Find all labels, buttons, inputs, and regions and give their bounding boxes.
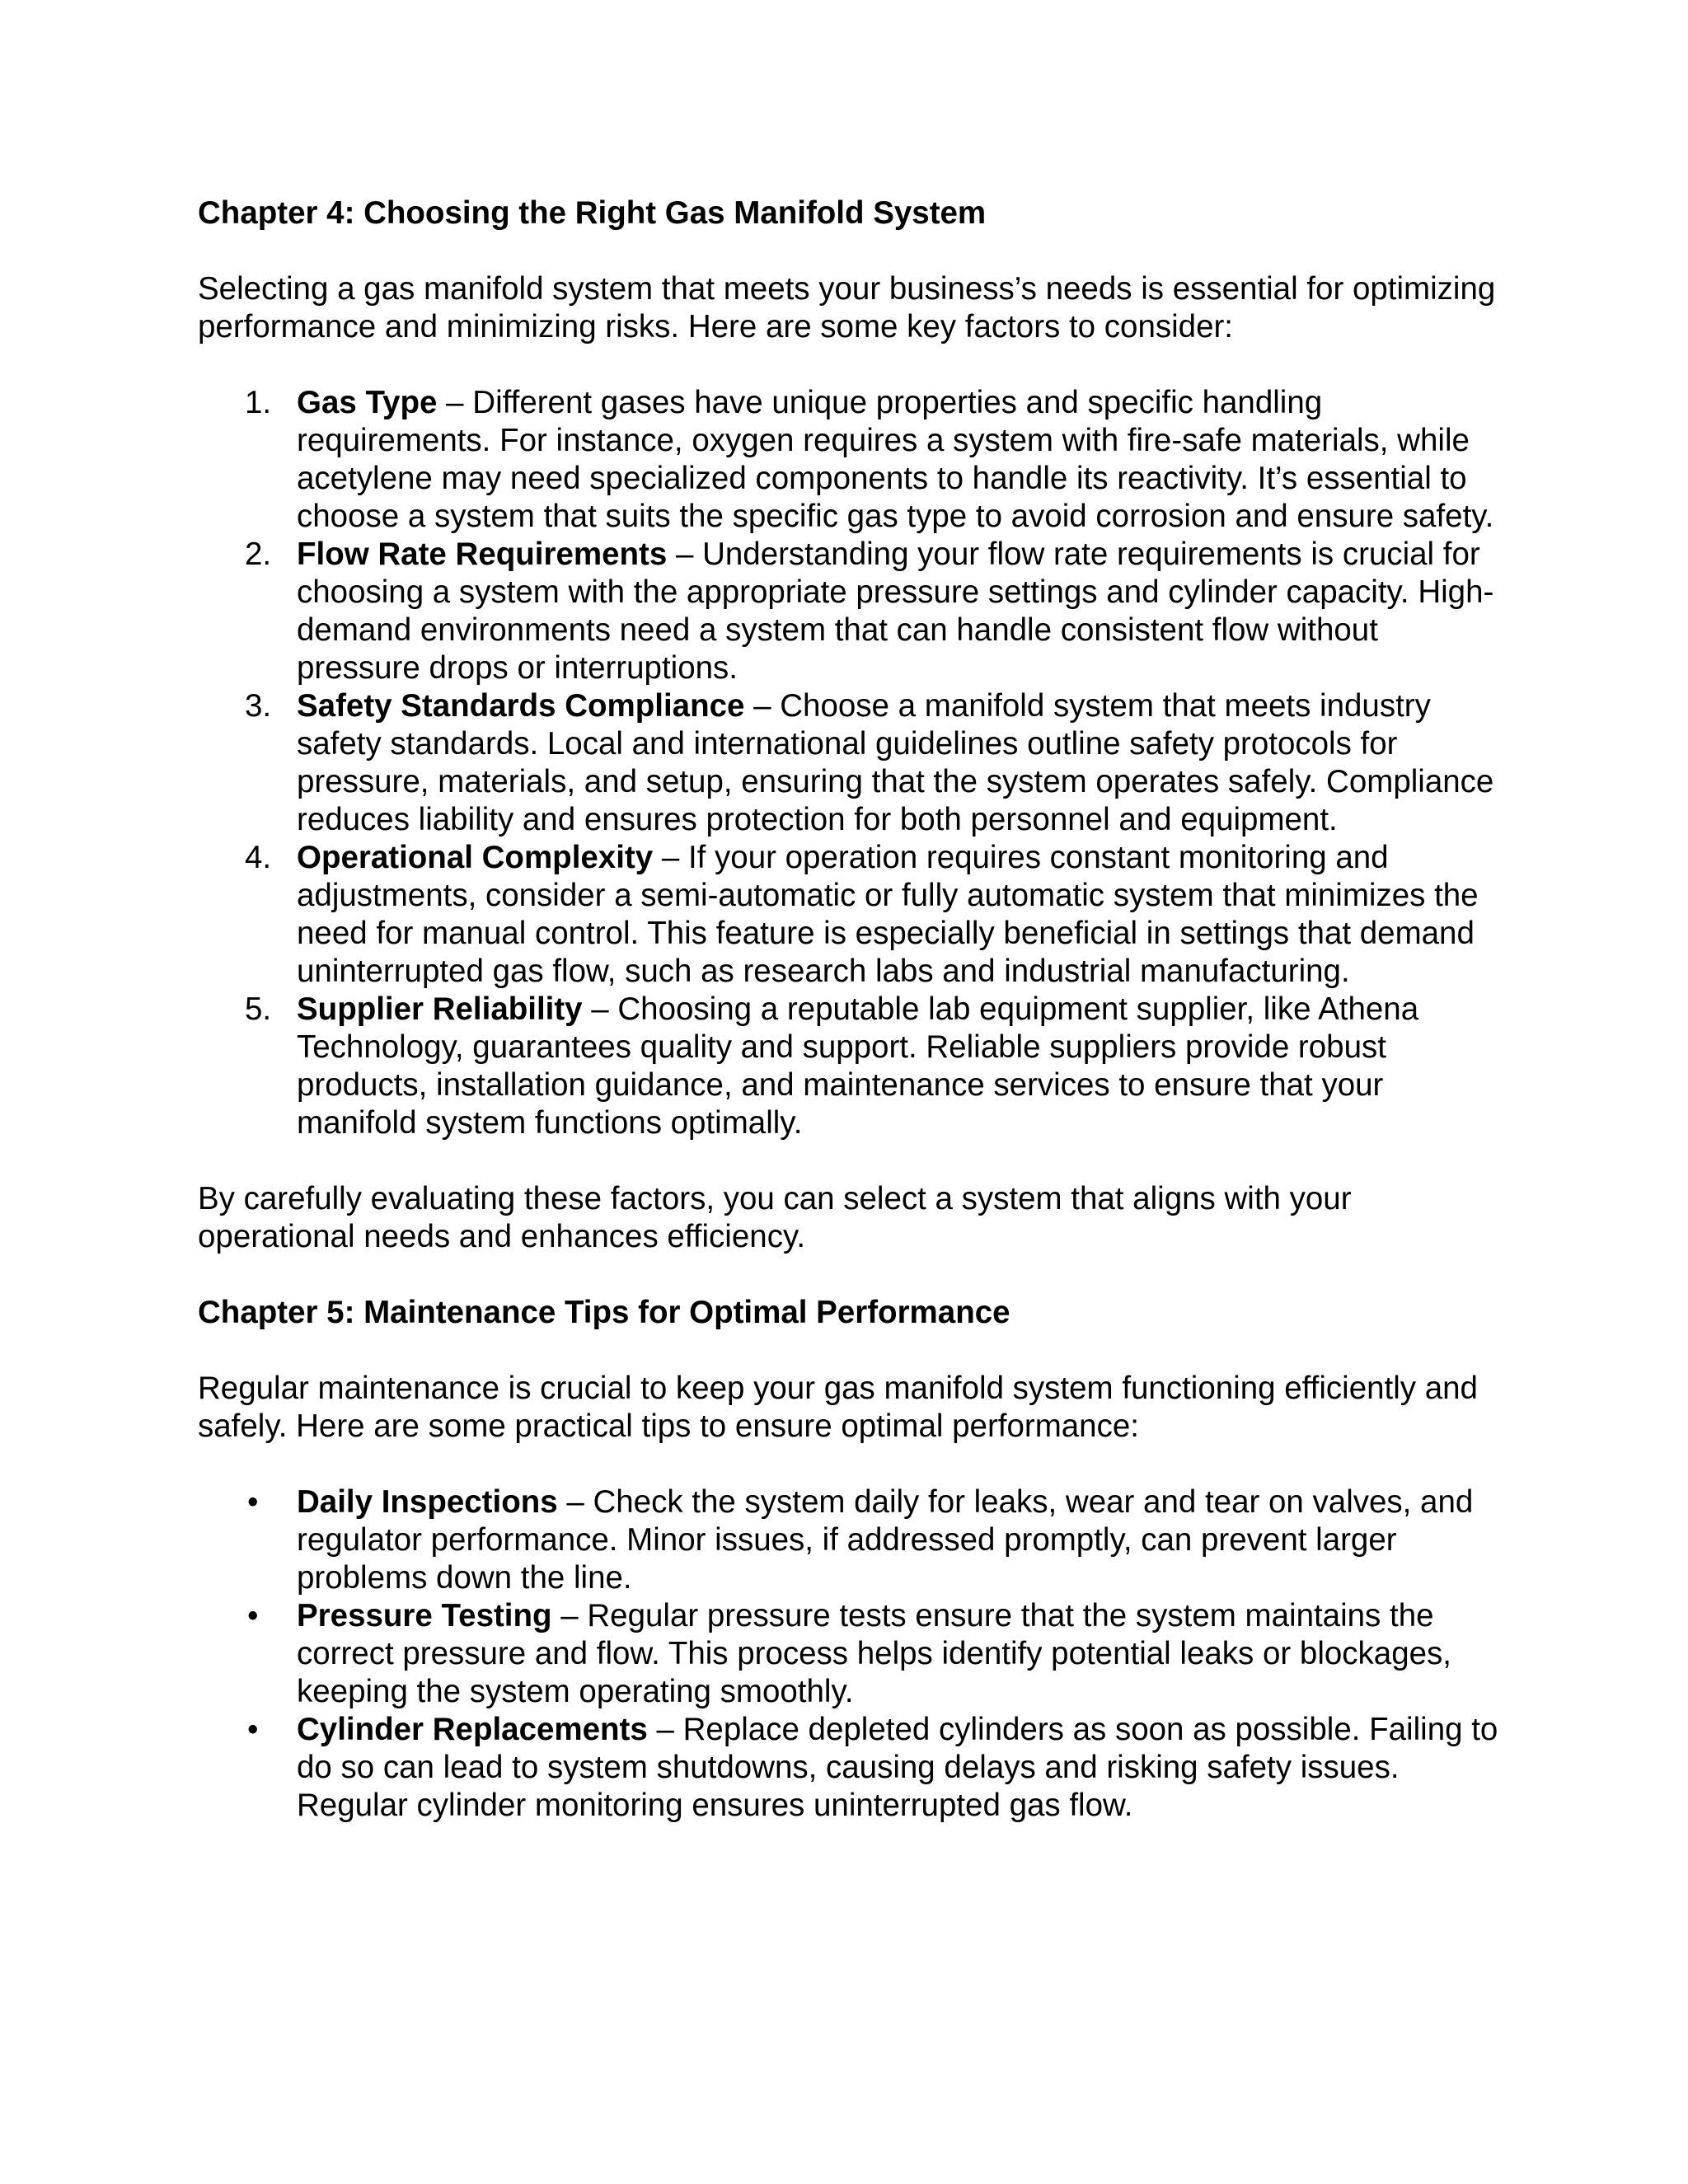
list-item <box>198 1483 1508 1597</box>
list-number: 4. <box>245 840 272 875</box>
chapter-5-heading: Chapter 5: Maintenance Tips for Optimal Performance <box>198 1295 1010 1330</box>
item-term: Operational Complexity <box>297 840 654 875</box>
list-number: 5. <box>245 991 272 1027</box>
item-text: – If your operation requires constant monitoring and adjustments, consider a semi-automatic or fully automatic system that minimizes the need for manual control. This feature is especially beneficial in settings that demand uninterrupted gas flow, such as research labs and industrial manufacturing. <box>297 840 1479 989</box>
item-term: Gas Type <box>297 385 438 420</box>
item-text: – Different gases have unique properties and specific handling requirements. For instance, oxygen requires a system with fire-safe materials, while acetylene may need specialized components to handle its reactivity. It’s essential to choose a system that suits the specific gas type to avoid corrosion and ensure safety. <box>297 385 1494 534</box>
list-item <box>198 687 1508 839</box>
list-item <box>198 991 1508 1142</box>
item-term: Pressure Testing <box>297 1598 552 1633</box>
spacer <box>198 1256 1508 1294</box>
spacer <box>198 1332 1508 1370</box>
bullet-icon: • <box>247 1712 259 1747</box>
item-term: Daily Inspections <box>297 1484 558 1520</box>
item-text: – Regular pressure tests ensure that the system maintains the correct pressure and flow. This process helps identify potential leaks or blockages, keeping the system operating smoothly. <box>297 1598 1451 1709</box>
list-item <box>198 536 1508 687</box>
bullet-icon: • <box>247 1484 259 1520</box>
spacer <box>198 232 1508 270</box>
list-number: 3. <box>245 688 272 724</box>
list-item <box>198 839 1508 991</box>
item-text: – Understanding your flow rate requirements is crucial for choosing a system with the appropriate pressure settings and cylinder capacity. High-demand environments need a system that can handle consistent flow without pressure drops or interruptions. <box>297 537 1494 686</box>
list-item <box>198 384 1508 536</box>
list-number: 2. <box>245 537 272 572</box>
chapter-4-conclusion: By carefully evaluating these factors, you can select a system that aligns with your operational needs and enhances efficiency. <box>198 1181 1352 1254</box>
item-term: Flow Rate Requirements <box>297 537 668 572</box>
tips-list <box>198 1483 1508 1825</box>
list-number: 1. <box>245 385 272 420</box>
item-text: – Check the system daily for leaks, wear and tear on valves, and regulator performance. Minor issues, if addressed promptly, can prevent larger problems down the line. <box>297 1484 1474 1596</box>
spacer <box>198 346 1508 384</box>
spacer <box>198 1446 1508 1483</box>
item-text: – Replace depleted cylinders as soon as possible. Failing to do so can lead to system shutdowns, causing delays and risking safety issues. Regular cylinder monitoring ensures uninterrupted gas flow. <box>297 1712 1498 1823</box>
list-item <box>198 1597 1508 1711</box>
item-term: Supplier Reliability <box>297 991 583 1027</box>
factors-list <box>198 384 1508 1142</box>
chapter-4-intro: Selecting a gas manifold system that meets your business’s needs is essential for optimizing performance and minimizing risks. Here are some key factors to consider: <box>198 271 1496 344</box>
item-text: – Choose a manifold system that meets industry safety standards. Local and international guidelines outline safety protocols for pressure, materials, and setup, ensuring that the system operates safely. Compliance reduces liability and ensures protection for both personnel and equipment. <box>297 688 1494 837</box>
item-text: – Choosing a reputable lab equipment supplier, like Athena Technology, guarantees quality and support. Reliable suppliers provide robust products, installation guidance, and maintenance services to ensure that your manifold system functions optimally. <box>297 991 1419 1141</box>
chapter-5-intro: Regular maintenance is crucial to keep your gas manifold system functioning efficiently and safely. Here are some practical tips to ensure optimal performance: <box>198 1371 1478 1444</box>
list-item <box>198 1711 1508 1825</box>
item-term: Cylinder Replacements <box>297 1712 648 1747</box>
spacer <box>198 1142 1508 1180</box>
document-body <box>198 194 1508 1825</box>
item-term: Safety Standards Compliance <box>297 688 745 724</box>
bullet-icon: • <box>247 1598 259 1633</box>
chapter-4-heading: Chapter 4: Choosing the Right Gas Manifold System <box>198 195 987 231</box>
